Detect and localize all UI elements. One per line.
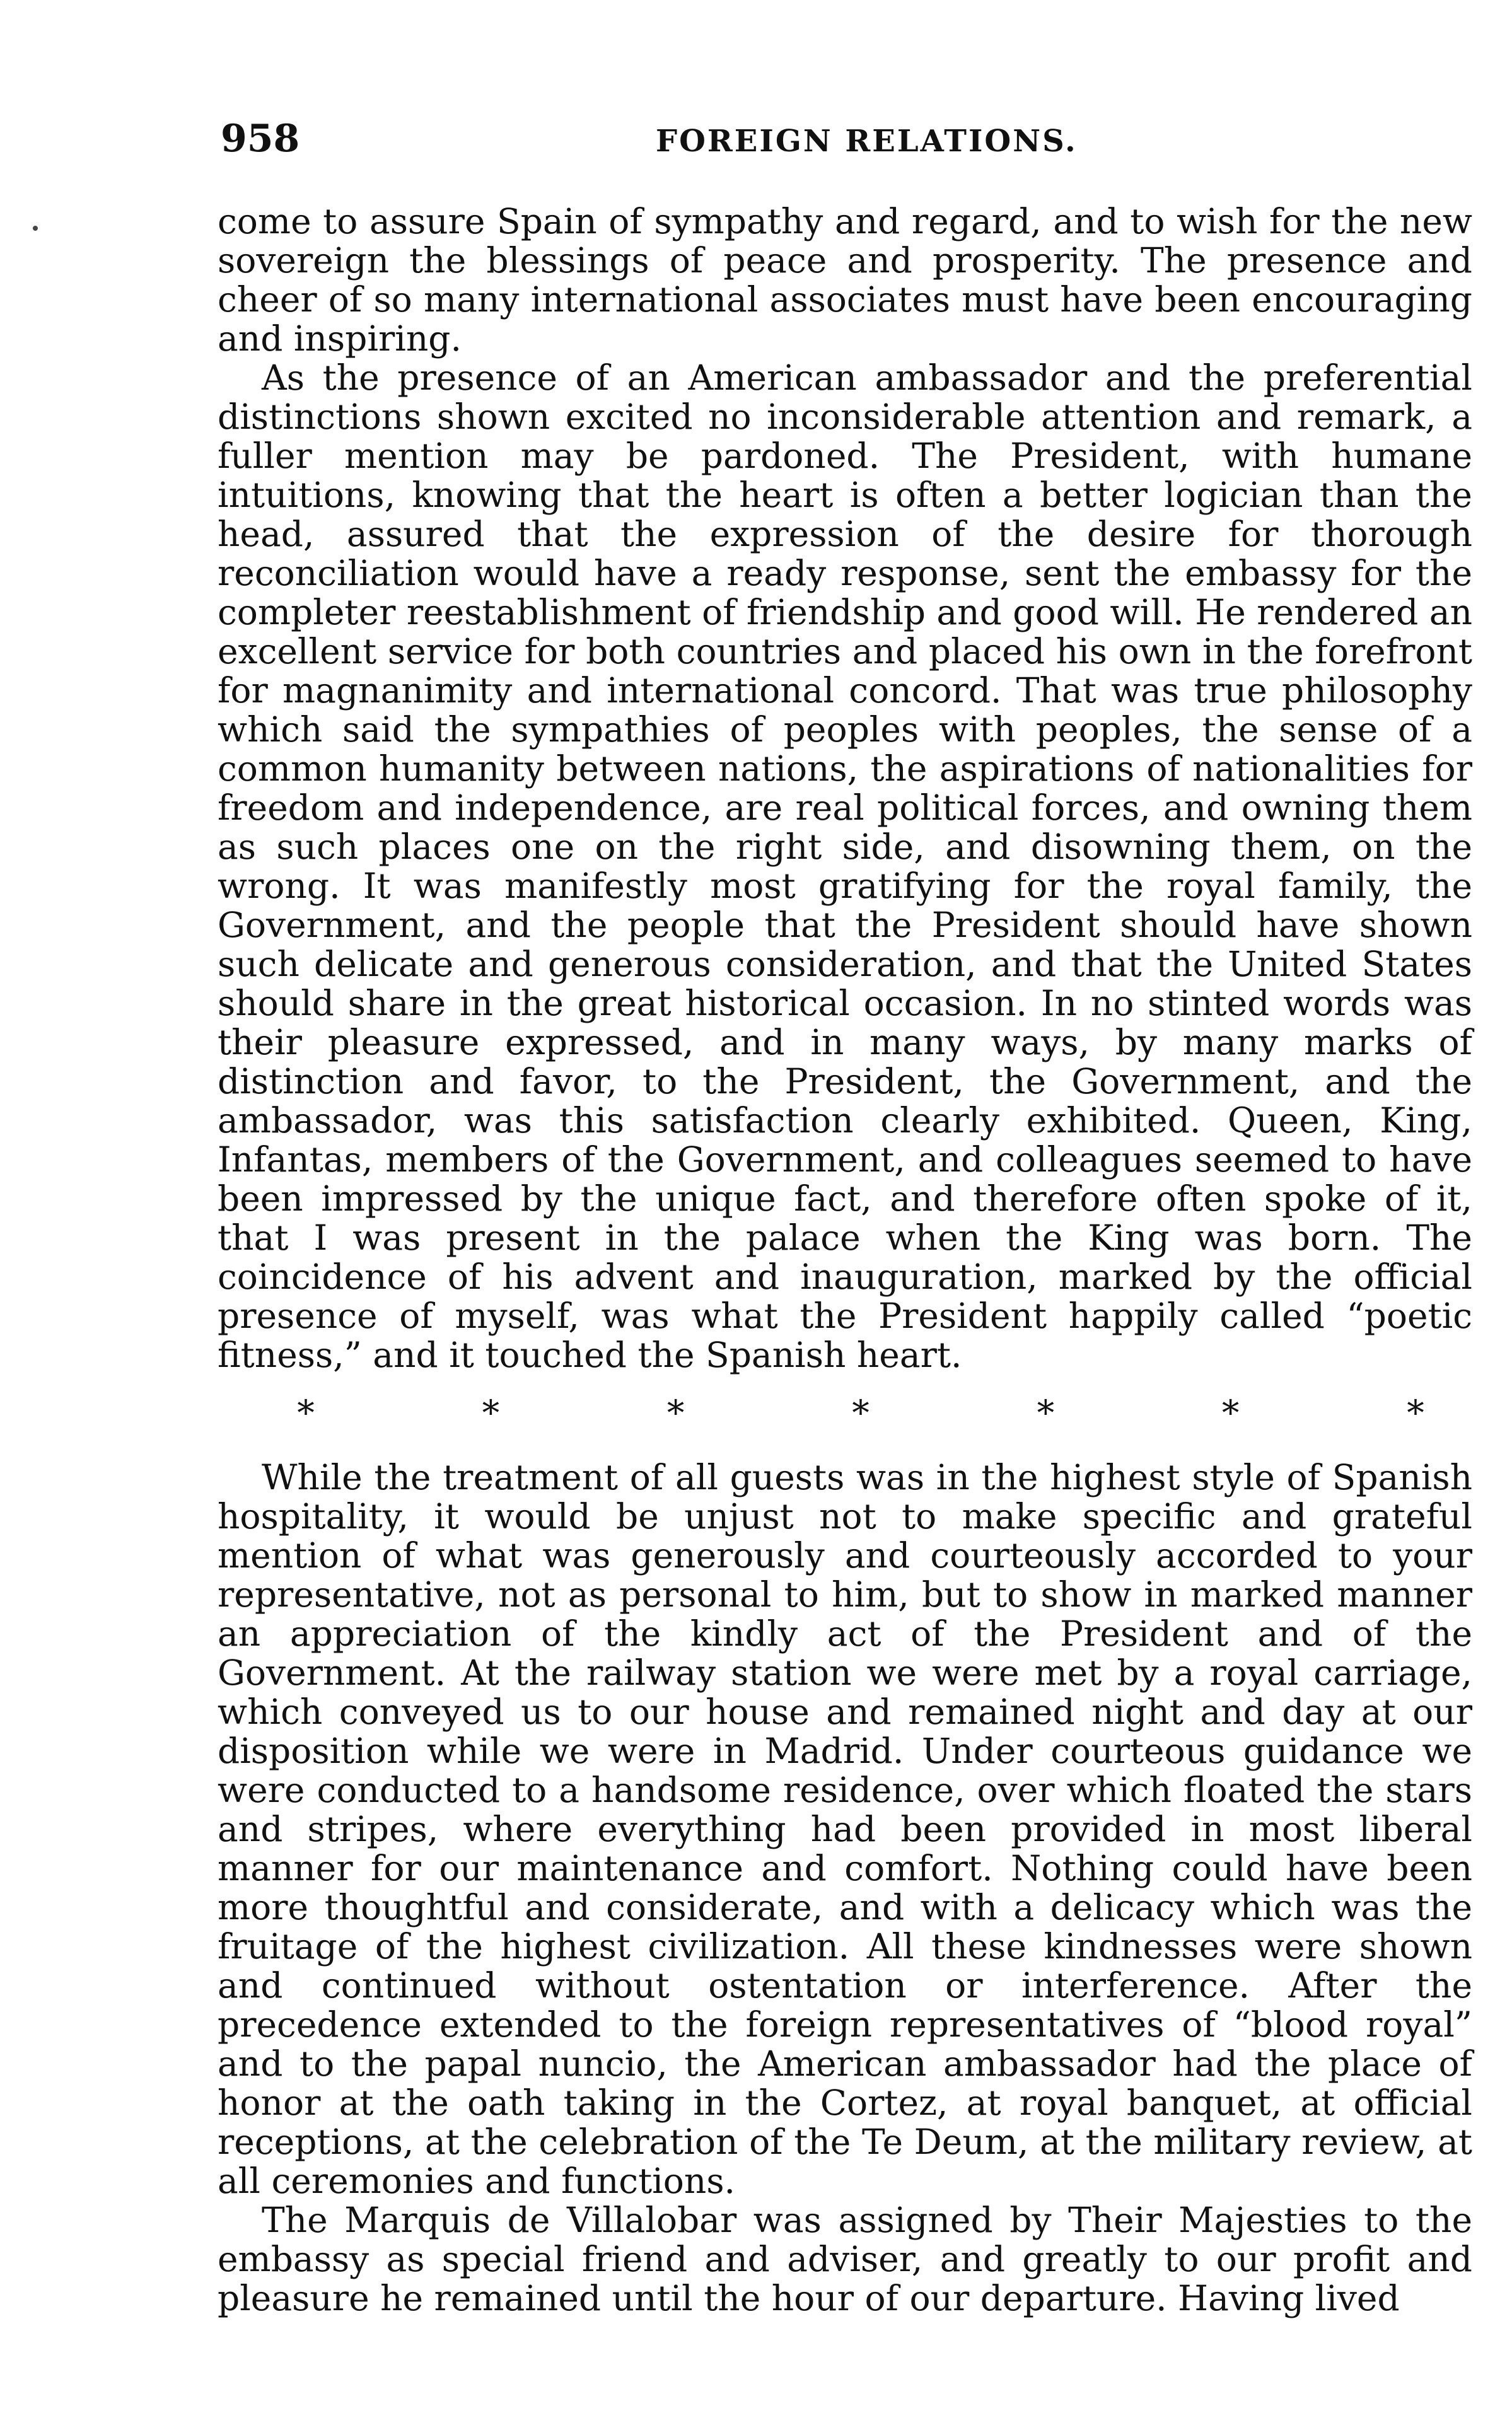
asterisk: *: [482, 1393, 500, 1433]
asterisk: *: [852, 1393, 869, 1433]
margin-mark: [33, 226, 38, 231]
asterisk: *: [1037, 1393, 1055, 1433]
asterisk: *: [666, 1393, 685, 1433]
body-text: [218, 202, 1472, 2318]
asterisk: *: [297, 1393, 315, 1433]
paragraph-1: come to assure Spain of sympathy and regard, and to wish for the new sovereign the blessings of peace and prosperity. The presence and cheer of so many international associates must have been encouraging and inspiring.: [218, 201, 1472, 359]
asterisk: *: [1407, 1393, 1424, 1433]
section-separator: [293, 1393, 1428, 1433]
page-number: 958: [221, 117, 300, 161]
paragraph-3: While the treatment of all guests was in the highest style of Spanish hospitality, it would be unjust not to make specific and grateful mention of what was generously and courteously accorded to your representative, not as personal to him, but to show in marked manner an appreciation of the kindly act of the President and of the Government. At the railway station we were met by a royal carriage, which conveyed us to our house and remained night and day at our disposition while we were in Madrid. Under courteous guidance we were conducted to a handsome residence, over which floated the stars and stripes, where everything had been provided in most liberal manner for our maintenance and comfort. Nothing could have been more thoughtful and considerate, and with a delicacy which was the fruitage of the highest civilization. All these kindnesses were shown and continued without ostentation or interference. After the precedence extended to the foreign representatives of “blood royal” and to the papal nuncio, the American ambassador had the place of honor at the oath taking in the Cortez, at royal banquet, at official receptions, at the celebration of the Te Deum, at the military review, at all ceremonies and functions.: [218, 1457, 1472, 2201]
running-header: [221, 110, 1475, 167]
running-title: FOREIGN RELATIONS.: [656, 124, 1078, 159]
paragraph-4: The Marquis de Villalobar was assigned by Their Majesties to the embassy as special friend and adviser, and greatly to our profit and pleasure he remained until the hour of our departure. Having lived: [218, 2200, 1472, 2318]
asterisk: *: [1221, 1393, 1240, 1433]
paragraph-2: As the presence of an American ambassador and the preferential distinctions shown excited no inconsiderable attention and remark, a fuller mention may be pardoned. The President, with humane intuitions, knowing that the heart is often a better logician than the head, assured that the expression of the desire for thorough reconciliation would have a ready response, sent the embassy for the completer reestablishment of friendship and good will. He rendered an excellent service for both countries and placed his own in the forefront for magnanimity and international concord. That was true philosophy which said the sympathies of peoples with peoples, the sense of a common humanity between nations, the aspirations of nationalities for freedom and independence, are real political forces, and owning them as such places one on the right side, and disowning them, on the wrong. It was manifestly most gratifying for the royal family, the Government, and the people that the President should have shown such delicate and generous consideration, and that the United States should share in the great historical occasion. In no stinted words was their pleasure expressed, and in many ways, by many marks of distinction and favor, to the President, the Government, and the ambassador, was this satisfaction clearly exhibited. Queen, King, Infantas, members of the Government, and colleagues seemed to have been impressed by the unique fact, and therefore often spoke of it, that I was present in the palace when the King was born. The coincidence of his advent and inauguration, marked by the official presence of myself, was what the President happily called “poetic fitness,” and it touched the Spanish heart.: [218, 358, 1472, 1375]
